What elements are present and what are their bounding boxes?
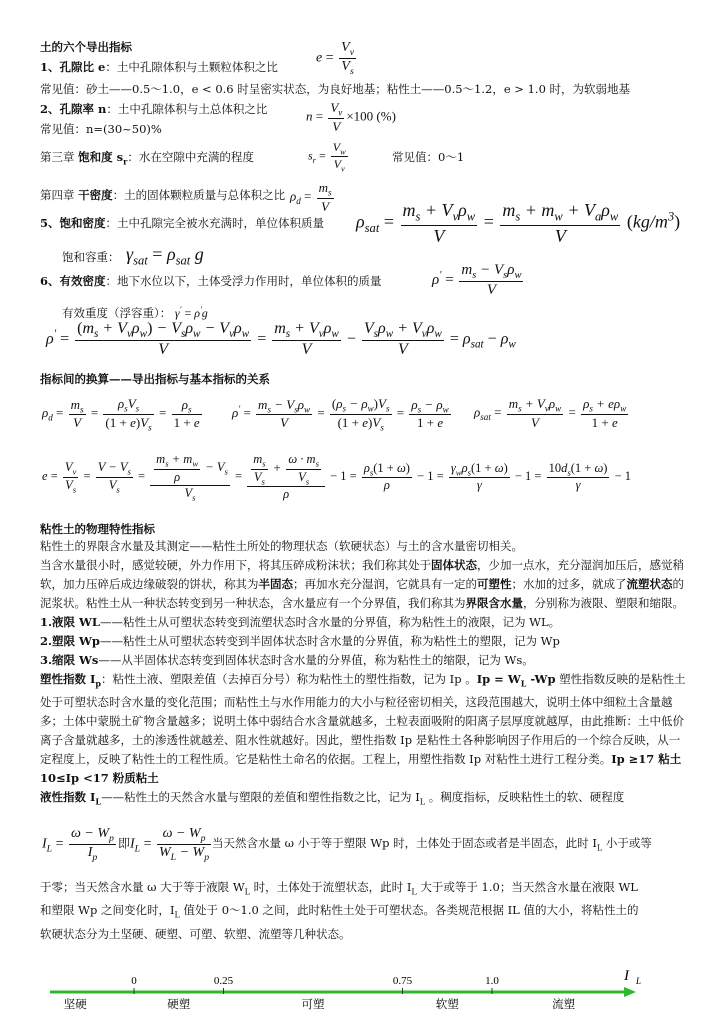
sat-unit-weight-label: 饱和容重： (62, 250, 120, 264)
porosity-desc: ：土中孔隙体积与土总体积之比 (106, 102, 268, 116)
formula-sat-unit-weight: $\gamma_{sat} = \rho_{sat}$ g (126, 244, 204, 268)
saturation-desc: ：水在空隙中充满的程度 (127, 150, 254, 164)
porosity-common: 常见值：n=(30~50)% (40, 122, 162, 136)
porosity-label: 2、孔隙率 n (40, 102, 107, 116)
intro-line: 粘性土的界限含水量及其测定——粘性土所处的物理状态（软硬状态）与土的含水量密切相关。 (40, 539, 523, 553)
scale-state-label: 流塑 (552, 997, 576, 1011)
scale-tick-label: 0.75 (392, 975, 413, 987)
scale-axis-label: I (624, 968, 629, 984)
sat-density-label: 5、饱和密度 (40, 216, 106, 230)
scale-state-label: 坚硬 (63, 997, 87, 1011)
formula-porosity: n = $\frac{V_v}{V}$ ×100 (%) (306, 100, 396, 134)
formula-eff-density-derivation: ρ' = $\frac{(m_s + V_v\rho_w) - V_s\rho_w - V_v\rho_w}{V}$ = $\frac{m_s + V_v\rho_w}{V}$ − $\frac{V_s\rho_w + V_v\rho_w}{V}$ = $\rho_{sat} - \rho_w$ (46, 320, 516, 359)
liquidity-index-line: 液性指数 $I_L——$粘性土的天然含水量与塑限的差值和塑性指数之比，记为 $I_L$ 。稠度指标，反映粘性土的软、硬程度 (40, 790, 625, 807)
formula-eff-density: ρ' = $\frac{m_s - V_s\rho_w}{V}$ (432, 262, 522, 298)
eff-density-desc: ：地下水位以下，土体受浮力作用时，单位体积的质量 (105, 274, 382, 288)
states-paragraph: 当含水量很小时，感觉较硬，外力作用下，将其压碎成粉沫状；我们称其处于固体状态，少加一点水，充分湿润加压后，感觉稍软，加力压碎后成边缘破裂的饼状，称其为半固态；再加水充分湿润，它就具有一定的可塑性；水加的过多，就成了流塑状态的泥浆状。粘性土从一种状态转变到另一种状态，含水量应有一个分界值，我们称其为界限含水量，分别称为液限、塑限和缩限。 (40, 558, 684, 610)
saturation-label: 饱和度 s (78, 150, 124, 164)
scale-state-label: 可塑 (301, 997, 325, 1011)
dry-density-desc: ：土的固体颗粒质量与总体积之比 (112, 188, 286, 202)
scale-tick-label: 0 (131, 975, 137, 987)
section-title: 指标间的换算——导出指标与基本指标的关系 (40, 372, 270, 386)
section-title: 粘性土的物理特性指标 (40, 522, 155, 536)
formula-void-ratio: e = $\frac{V_v}{V_s}$ (316, 40, 355, 77)
sat-density-desc: ：土中孔隙完全被水充满时，单位体积质量 (105, 216, 325, 230)
scale-state-label: 硬塑 (167, 997, 191, 1011)
porosity-ratio-desc: ：土中孔隙体积与土颗粒体积之比 (105, 60, 278, 74)
saturation-common: 常见值：0～1 (392, 150, 465, 164)
saturation-row: 第三章 饱和度 $s_r$：水在空隙中充满的程度 (40, 150, 254, 167)
chapter-prefix: 第三章 (40, 150, 79, 164)
formula-eff-unit-weight: γ' = ρ'g (174, 305, 208, 320)
liquidity-index-explanation: 当天然含水量 ω 小于等于塑限 Wp 时，土体处于固态或者是半固态，此时 $I_L$ 小于或等 (212, 836, 652, 853)
eff-unit-weight-label: 有效重度（浮容重）： (62, 306, 172, 320)
formula-dry-density: $\rho_d$ = $\frac{m_s}{V}$ (290, 180, 332, 214)
scale-state-label: 软塑 (435, 997, 459, 1011)
scale-axis-sub: L (636, 976, 642, 986)
scale-arrow-icon (624, 987, 636, 997)
plasticity-index-paragraph: 塑性指数 $I_p$：粘性土液、塑限差值（去掉百分号）称为粘性土的塑性指数，记为 Ip 。$Ip = W_L$ -Wp 塑性指数反映的是粘性土处于可塑状态时含水量的变化范围；而粘性土与水作用能力的大小与粒径密切相关，这段范围越大，说明土体中细粒土含量越多；土体中蒙脱土矿物含量越多；说明土体中弱结合水含量就越多，土粒表面吸附的阳离子层厚度就越厚，由此推断：土中低价离子含量就越多，土的渗透性就越差、阻水性就越好。因此，塑性指数 Ip 是粘性土各种影响因子作用后的一个综合反映，从一定程度上，反映了粘性土的工程性质。它是粘性土命名的依据。工程上，用塑性指数 Ip 对粘性土进行工程分类。Ip ≥17 粘土 10≤Ip <17 粉质粘土 (40, 672, 686, 786)
scale-tick-label: 1.0 (485, 975, 499, 987)
eff-density-label: 6、有效密度 (40, 274, 106, 288)
shrinkage-limit-line: 3.缩限 Ws——从半固体状态转变到固体状态时含水量的分界值，称为粘性土的缩限，记为 Ws。 (40, 653, 534, 667)
formula-sat-density: $\rho_{sat}$ = $\frac{m_s + V_v\rho_w}{V}$ = $\frac{m_s + m_w + V_a\rho_w}{V}$ $(kg/m^3)$ (356, 200, 681, 246)
porosity-ratio-label: 1、孔隙比 e (40, 60, 106, 74)
plastic-limit-line: 2.塑限 Wp——粘性土从可塑状态转变到半固体状态时含水量的分界值，称为粘性土的塑限，记为 Wp (40, 634, 560, 648)
formula-liquidity-index: $I_L$ = $\frac{\omega - W_p}{I_p}$ 即$I_L$ = $\frac{\omega - W_p}{W_L - W_p}$ (42, 826, 210, 863)
dry-density-label: 干密度 (78, 188, 113, 202)
formula-sat-density-conversion: $\rho_{sat}$ = $\frac{m_s + V_v\rho_w}{V}$ = $\frac{\rho_s + e\rho_w}{1 + e}$ (474, 396, 627, 430)
formula-saturation: $s_r$ = $\frac{V_w}{V_v}$ (308, 140, 346, 174)
chapter-prefix: 第四章 (40, 188, 79, 202)
formula-dry-density-conversion: $\rho_d$ = $\frac{m_s}{V}$ = $\frac{\rho_sV_s}{(1 + e)V_s}$ = $\frac{\rho_s}{1 + e}$ (42, 396, 200, 433)
formula-eff-density-conversion: ρ' = $\frac{m_s - V_s\rho_w}{V}$ = $\frac{(\rho_s - \rho_w)V_s}{(1 + e)V_s}$ = $\frac{\rho_s - \rho_w}{1 + e}$ (232, 396, 449, 433)
formula-void-ratio-conversion: e = $\frac{V_v}{V_s}$ = $\frac{V - V_s}{V_s}$ = $\frac{m_s + m_w}{\rho}$ − $V_s$ $V_s$ = $\frac{m_s}{V_s}$ + $\frac{\omega \cdot m_s}{V_s}$ ρ − 1 = $\frac{\rho_s(1 + \omega)}{\rho}$ − 1 = $\frac{\gamma_w\rho_s(1 + \omega)}{\gamma}$ − 1 = $\frac{10d_s(1 + \omega)}{\gamma}$ − 1 (42, 452, 632, 502)
section-title: 土的六个导出指标 (40, 40, 132, 54)
scale-tick-label: 0.25 (213, 975, 234, 987)
liquid-limit-line: 1.液限 WL——粘性土从可塑状态转变到流塑状态时含水量的分界值，称为粘性土的液限，记为 WL。 (40, 615, 561, 629)
porosity-ratio-common: 常见值：砂土——0.5～1.0，e < 0.6 时呈密实状态，为良好地基；粘性土——0.5～1.2，e > 1.0 时，为软弱地基 (40, 82, 631, 96)
liquidity-index-states: 于零；当天然含水量 ω 大于等于液限 $W_L$ 时，土体处于流塑状态，此时 $I_L$ 大于或等于 1.0；当天然含水量在液限 WL 和塑限 Wp 之间变化时，$I_L$ 值处于 0～1.0 之间，此时粘性土处于可塑状态。各类规范根据 IL 值的大小，将粘性土的 软硬状态分为土坚硬、硬塑、可塑、软塑、流塑等几种状态。 (40, 880, 639, 941)
